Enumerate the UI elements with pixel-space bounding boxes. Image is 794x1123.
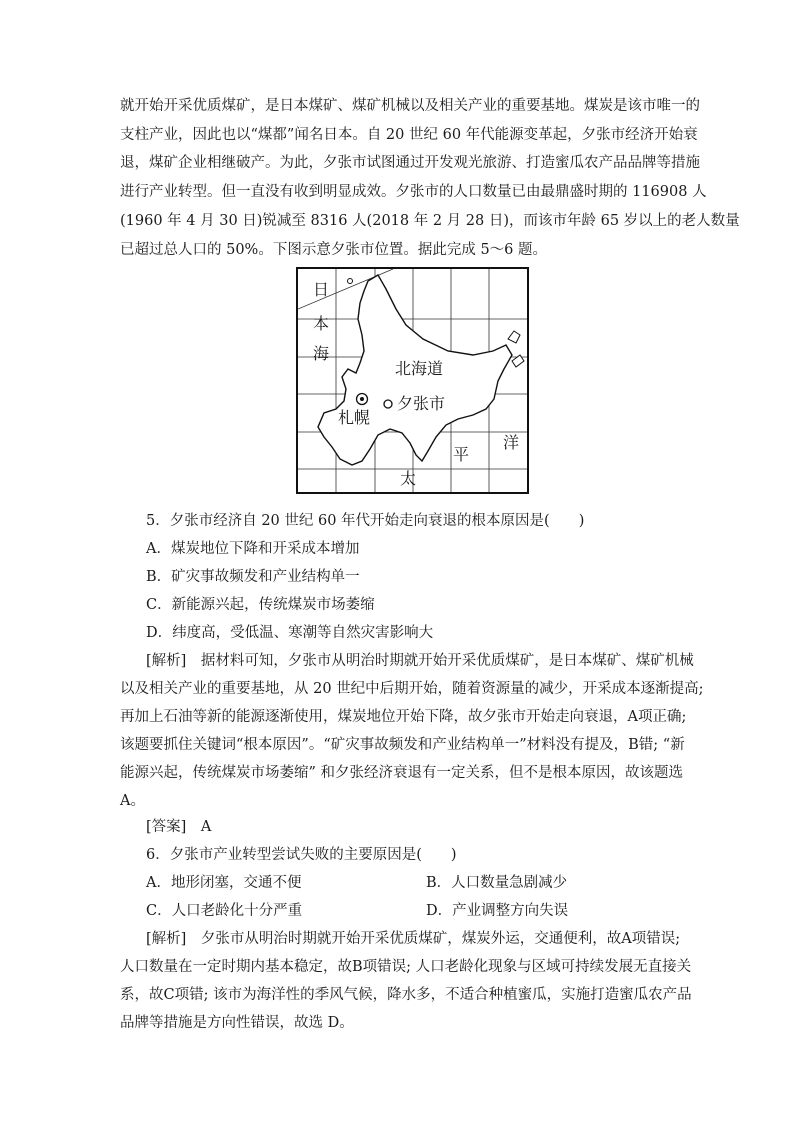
analysis-line: 品牌等措施是方向性错误，故选 D。 [120,1015,354,1031]
hokkaido-label: 北海道 [395,359,444,378]
option-d: D．产业调整方向失误 [426,903,569,919]
analysis-line: [解析] 夕张市从明治时期就开始开采优质煤矿，煤炭外运，交通便利，故A项错误; [146,931,681,947]
passage-line: 退，煤矿企业相继破产。为此，夕张市试图通过开发观光旅游、打造蜜瓜农产品品牌等措施 [120,155,700,171]
passage-line: 已超过总人口的 50%。下图示意夕张市位置。据此完成 5～6 题。 [120,242,548,258]
option-c: C．人口老龄化十分严重 [146,903,303,919]
passage-line: 支柱产业，因此也以“煤都”闻名日本。自 20 世纪 60 年代能源变革起，夕张市经济开始衰 [120,127,698,143]
map-graphic [298,269,527,492]
sea-label-3: 海 [313,344,330,363]
analysis-line: 系，故C项错; 该市为海洋性的季风气候，降水多，不适合种植蜜瓜，实施打造蜜瓜农产品 [120,987,692,1003]
option-d: D．纬度高，受低温、寒潮等自然灾害影响大 [146,625,434,641]
sapporo-marker [357,394,368,405]
analysis-line: 以及相关产业的重要基地，从 20 世纪中后期开始，随着资源量的减少，开采成本逐渐提高; [120,681,704,697]
sea-label-2: 本 [313,314,330,333]
yubari-marker [384,400,392,408]
option-a: A．煤炭地位下降和开采成本增加 [146,541,360,557]
sapporo-label: 札幌 [338,408,371,427]
answer-value: A [200,819,212,835]
passage-line: 进行产业转型。但一直没有收到明显成效。夕张市的人口数量已由最鼎盛时期的 116908 人 [120,184,707,200]
analysis-line: [解析] 据材料可知，夕张市从明治时期就开始开采优质煤矿，是日本煤矿、煤矿机械 [146,653,694,669]
option-b: B．人口数量急剧减少 [426,875,568,891]
yubari-label: 夕张市 [397,394,446,413]
ocean-label-2: 平 [453,445,470,464]
answer-row [146,817,706,837]
analysis-line: 能源兴起，传统煤炭市场萎缩” 和夕张经济衰退有一定关系，但不是根本原因，故该题选 [120,765,684,781]
ocean-label-1: 洋 [503,433,520,452]
analysis-line: 再加上石油等新的能源逐渐使用，煤炭地位开始下降，故夕张市开始走向衰退，A项正确; [120,709,687,725]
answer-label: [答案] [146,819,187,835]
option-c: C．新能源兴起，传统煤炭市场萎缩 [146,597,375,613]
question-stem: 6．夕张市产业转型尝试失败的主要原因是( ) [146,847,457,863]
passage-line: 就开始开采优质煤矿，是日本煤矿、煤矿机械以及相关产业的重要基地。煤炭是该市唯一的 [120,98,700,114]
analysis-line: 人口数量在一定时期内基本稳定，故B项错误; 人口老龄化现象与区域可持续发展无直接关 [120,959,692,975]
option-a: A．地形闭塞，交通不便 [146,875,302,891]
analysis-line: A。 [120,793,145,809]
hokkaido-location-map [296,267,529,494]
ocean-label-3: 太 [400,469,417,488]
question-stem: 5．夕张市经济自 20 世纪 60 年代开始走向衰退的根本原因是( ) [146,513,585,529]
sea-label-1: 日 [313,280,330,299]
option-b: B．矿灾事故频发和产业结构单一 [146,569,360,585]
passage-line: (1960 年 4 月 30 日)锐减至 8316 人(2018 年 2 月 28 日)，而该市年龄 65 岁以上的老人数量 [120,213,740,229]
analysis-line: 该题要抓住关键词“根本原因”。“矿灾事故频发和产业结构单一”材料没有提及，B错; “新 [120,737,685,753]
